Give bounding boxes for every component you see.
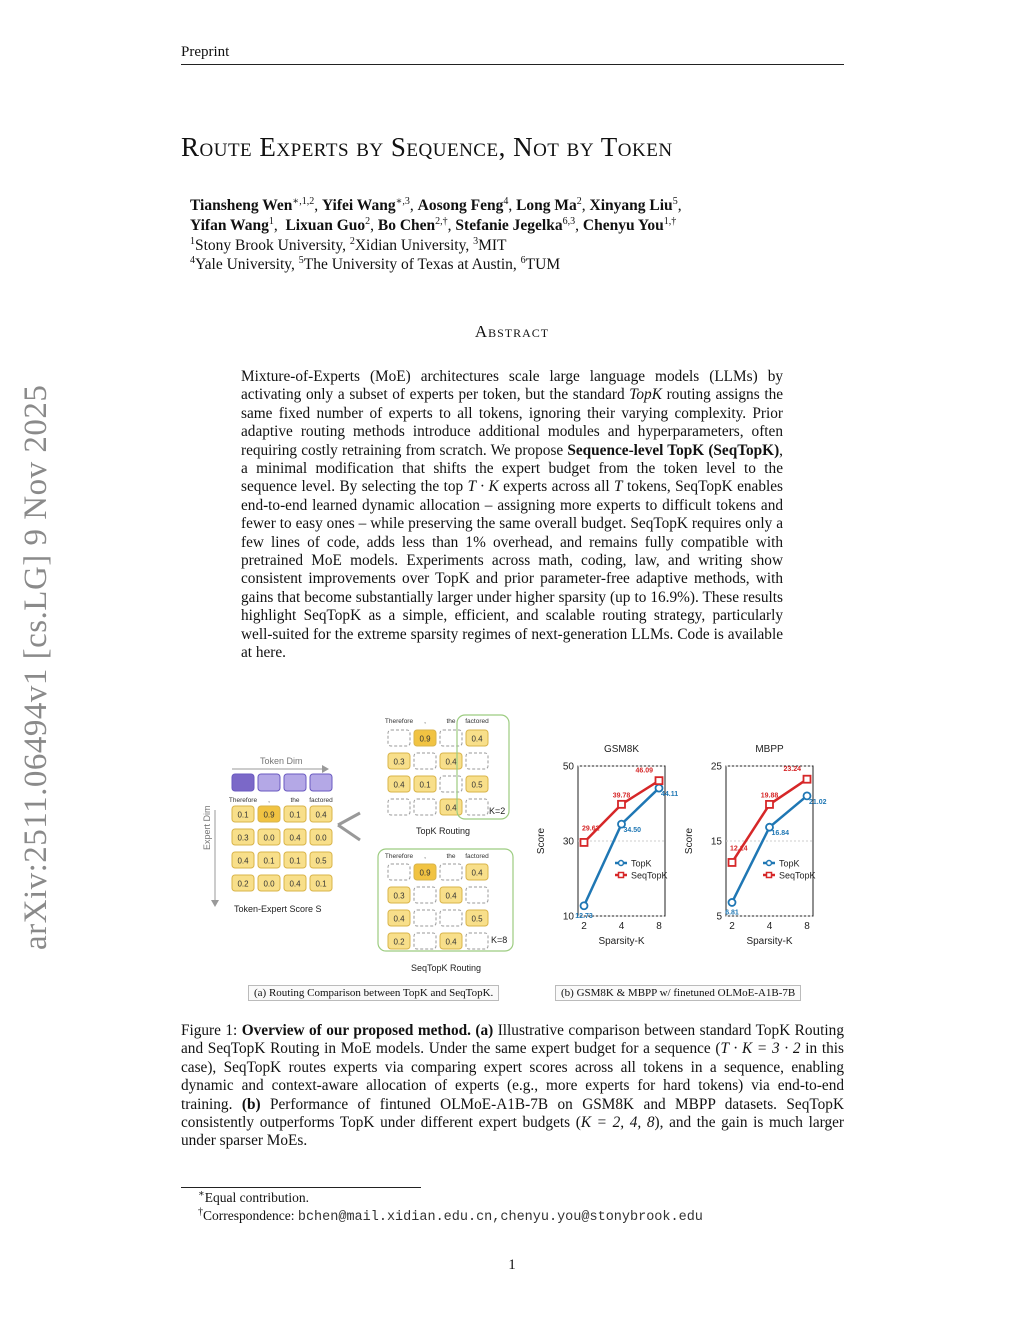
gsm8k-chart <box>530 738 680 988</box>
author-name: Lixuan Guo <box>285 217 366 234</box>
affiliation: TUM <box>525 256 561 273</box>
data-label: 16.84 <box>771 830 790 838</box>
page-number: 1 <box>508 1257 516 1273</box>
chart-title: GSM8K <box>603 744 640 755</box>
abstract-heading: Abstract <box>474 322 550 341</box>
token-block <box>232 774 254 791</box>
author-name: Tiansheng Wen <box>190 197 293 214</box>
author-sup: 2 <box>576 195 582 207</box>
token-label: , <box>424 718 426 725</box>
empty-cell <box>414 799 436 815</box>
empty-cell <box>414 887 436 903</box>
token-label: factored <box>465 853 489 860</box>
seqtopk-routing-label: SeqTopK Routing <box>411 963 482 973</box>
token-label: the <box>290 797 300 804</box>
empty-cell <box>466 753 488 769</box>
data-point-seqtopk <box>804 776 811 783</box>
data-label: 6.81 <box>725 909 739 917</box>
authors-line-2: Yifan Wang$^1$, Lixuan Guo$^2$, Bo Chen$^{2,\dagger}$, Stefanie Jegelka$^{6,3}$, Chenyu You$^{1,\dagger}$ <box>190 215 677 234</box>
abstract-text: Mixture-of-Experts (MoE) architectures scale large language models (LLMs) by activating only a subset of experts per token, but the standard <box>241 368 783 404</box>
footnote-rule <box>181 1187 421 1188</box>
footnote-correspondence <box>198 1208 703 1225</box>
chart-title: MBPP <box>755 744 784 755</box>
legend-label: SeqTopK <box>631 870 668 881</box>
routed-value: 0.4 <box>471 868 483 878</box>
author-name: Xinyang Liu <box>589 197 673 214</box>
author-name: Yifan Wang <box>190 217 269 234</box>
figure-1 <box>200 710 840 1010</box>
routed-value: 0.3 <box>393 891 405 901</box>
aff-sup: 2 <box>349 235 355 247</box>
author-block <box>190 196 840 274</box>
caption-tag: (a) <box>475 1022 494 1039</box>
data-label: 23.24 <box>783 766 801 774</box>
aff-sup: 5 <box>298 254 304 266</box>
footnote-mark: ∗ <box>198 1188 205 1200</box>
routed-value: 0.4 <box>445 937 457 947</box>
email-links[interactable]: bchen@mail.xidian.edu.cn,chenyu.you@stonybrook.edu <box>297 1210 703 1225</box>
author-sup: 1,† <box>663 215 677 227</box>
abstract-math: T <box>614 478 623 496</box>
routed-value: 0.4 <box>445 803 457 813</box>
caption-tag: (b) <box>241 1095 261 1113</box>
token-label: , <box>424 853 426 860</box>
score-value: 0.5 <box>315 856 327 866</box>
token-block <box>310 774 332 791</box>
routed-value: 0.2 <box>393 937 405 947</box>
y-tick-label: 30 <box>562 836 574 848</box>
author-sup: ∗,3 <box>395 195 410 207</box>
aff-sup: 4 <box>190 254 195 266</box>
caption-text: in this case), SeqTopK routes experts via comparing expert scores across all tokens in a sequence, enabling dynamic and context-aware allocation of experts (e.g., more experts for hard tokens) via end-to-end training. <box>181 1040 844 1113</box>
caption-text: Performance of fintuned OLMoE-A1B-7B on GSM8K and MBPP datasets. SeqTopK consistently outperforms TopK under different expert budgets ( <box>181 1095 844 1132</box>
y-tick-label: 10 <box>562 911 574 923</box>
expert-dim-label: Expert Dim <box>202 805 212 850</box>
data-point-seqtopk <box>581 839 588 846</box>
paper-title: Route Experts by Sequence, Not by Token <box>181 132 673 162</box>
y-axis-label: Score <box>684 827 695 855</box>
mbpp-chart <box>678 738 828 988</box>
score-value: 0.1 <box>289 810 301 820</box>
x-tick-label: 4 <box>618 921 625 932</box>
routed-value: 0.1 <box>419 780 431 790</box>
token-label: Therefore <box>228 797 258 804</box>
x-tick-label: 8 <box>804 921 810 932</box>
arxiv-stamp: arXiv:2511.06494v1 [cs.LG] 9 Nov 2025 <box>18 384 54 950</box>
author-sup: ∗,1,2 <box>292 195 315 207</box>
affiliation: Xidian University <box>354 237 466 254</box>
author-sup: 6,3 <box>562 215 576 227</box>
running-header: Preprint <box>181 44 230 60</box>
legend-label: TopK <box>779 858 800 869</box>
empty-cell <box>414 753 436 769</box>
author-name: Yifei Wang <box>321 197 396 214</box>
empty-cell <box>388 799 410 815</box>
empty-cell <box>466 933 488 949</box>
y-tick-label: 25 <box>710 761 722 773</box>
data-label: 44.11 <box>661 791 679 799</box>
y-tick-label: 5 <box>716 911 722 923</box>
routed-value: 0.9 <box>419 734 431 744</box>
subcaption-a: (a) Routing Comparison between TopK and SeqTopK. <box>248 985 499 1001</box>
author-name: Stefanie Jegelka <box>455 217 563 234</box>
token-block <box>258 774 280 791</box>
author-name: Aosong Feng <box>417 197 504 214</box>
x-tick-label: 4 <box>766 921 773 932</box>
abstract-bold: Sequence-level TopK (SeqTopK) <box>567 441 780 459</box>
abstract-text: tokens, SeqTopK enables end-to-end learned dynamic allocation – assigning more experts to difficult tokens and fewer to easy ones – while preserving the same overall budget. SeqTopK requires only a few lines of code, adds less than 1% overhead, and remains fully compatible with pretrained MoE models. Experiments across math, coding, law, and writing show consistent improvements over TopK and prior parameter-free adaptive methods, with gains that become substantially larger under higher sparsity (up to 16.9%). These results highlight SeqTopK as a simple, efficient, and scalable routing strategy, particularly well-suited for the extreme sparsity regimes of next-generation LLMs. Code is available at here. <box>241 478 783 662</box>
score-label: Token-Expert Score S <box>234 904 322 914</box>
footnote-text: Equal contribution. <box>204 1190 310 1205</box>
aff-sup: 1 <box>190 235 195 247</box>
routed-value: 0.4 <box>393 780 405 790</box>
empty-cell <box>414 910 436 926</box>
routed-value: 0.4 <box>445 891 457 901</box>
empty-cell <box>414 933 436 949</box>
empty-cell <box>466 799 488 815</box>
footnote-mark: † <box>198 1206 203 1218</box>
author-sup: 4 <box>503 195 509 207</box>
data-label: 12.73 <box>575 912 593 920</box>
x-axis-label: Sparsity-K <box>598 936 645 947</box>
score-value: 0.4 <box>237 856 249 866</box>
affiliations-line-2: $^4$Yale University, $^5$The University of Texas at Austin, $^6$TUM <box>190 254 561 273</box>
aff-sup: 6 <box>520 254 526 266</box>
affiliation: Stony Brook University <box>195 237 343 254</box>
author-name: Chenyu You <box>582 217 664 234</box>
y-axis-label: Score <box>536 827 547 855</box>
empty-cell <box>440 730 462 746</box>
data-label: 34.50 <box>623 827 642 835</box>
author-sup: 5 <box>672 195 678 207</box>
abstract-text: routing assigns the same fixed number of experts to all tokens, ignoring their varying complexity. Prior adaptive routing methods introduce additional modules and hyperparameters, often requiring costly retraining from scratch. We propose <box>241 386 784 459</box>
legend-marker <box>767 861 772 866</box>
header-rule <box>181 64 844 65</box>
seqtopk-k-label: K=8 <box>491 935 508 945</box>
token-block <box>284 774 306 791</box>
x-tick-label: 2 <box>581 921 587 932</box>
author-name: Long Ma <box>516 197 577 214</box>
caption-text: ), and the gain is much larger under sparser MoEs. <box>181 1114 844 1150</box>
data-label: 21.02 <box>809 798 827 806</box>
footnote-text: Correspondence: <box>203 1208 298 1223</box>
legend-label: SeqTopK <box>779 870 816 881</box>
author-sup: 2,† <box>435 215 448 227</box>
score-value: 0.2 <box>237 879 249 889</box>
abstract-text: experts across all <box>498 478 615 496</box>
routed-value: 0.5 <box>471 780 483 790</box>
caption-math: K = 2, 4, 8 <box>580 1114 655 1132</box>
topk-routing-label: TopK Routing <box>416 826 471 836</box>
empty-cell <box>466 887 488 903</box>
data-point-topk <box>729 899 736 906</box>
empty-cell <box>440 910 462 926</box>
score-value: 0.4 <box>315 810 327 820</box>
caption-text: Illustrative comparison between standard TopK Routing and SeqTopK Routing in MoE models. Under the same expert budget for a sequence ( <box>181 1022 844 1058</box>
routed-value: 0.4 <box>393 914 405 924</box>
routed-value: 0.5 <box>471 914 483 924</box>
data-point-topk <box>581 902 588 909</box>
empty-cell <box>440 776 462 792</box>
empty-cell <box>388 864 410 880</box>
data-label: 39.78 <box>612 792 631 800</box>
score-value: 0.1 <box>263 856 275 866</box>
abstract-em: TopK <box>629 386 662 404</box>
empty-cell <box>440 864 462 880</box>
authors-line-1: Tiansheng Wen$^{∗,1,2}$, Yifei Wang$^{∗,3}$, Aosong Feng$^4$, Long Ma$^2$, Xinyang Liu$^5$, <box>190 195 682 214</box>
token-label: factored <box>465 718 489 725</box>
affiliation: Yale University <box>195 256 292 273</box>
x-axis-label: Sparsity-K <box>746 936 793 947</box>
x-tick-label: 8 <box>656 921 662 932</box>
caption-math: T · K = 3 · 2 <box>720 1040 801 1058</box>
score-value: 0.0 <box>263 833 275 843</box>
score-value: 0.4 <box>289 833 301 843</box>
figure-caption <box>181 1022 844 1151</box>
token-label: factored <box>309 797 333 804</box>
x-tick-label: 2 <box>729 921 735 932</box>
score-value: 0.4 <box>289 879 301 889</box>
y-tick-label: 15 <box>710 836 722 848</box>
token-dim-label: Token Dim <box>260 756 303 766</box>
footnote-equal <box>198 1190 309 1206</box>
routed-value: 0.4 <box>471 734 483 744</box>
score-value: 0.1 <box>237 810 249 820</box>
branch-arrow <box>338 813 360 840</box>
token-label: Therefore <box>384 853 414 860</box>
token-label: Therefore <box>384 718 414 725</box>
empty-cell <box>388 730 410 746</box>
aff-sup: 3 <box>473 235 479 247</box>
score-value: 0.9 <box>263 810 275 820</box>
score-value: 0.0 <box>315 833 327 843</box>
legend-marker <box>619 873 624 878</box>
score-value: 0.1 <box>289 856 301 866</box>
author-sup: 1 <box>268 215 274 227</box>
score-value: 0.0 <box>263 879 275 889</box>
routing-diagram <box>200 710 530 980</box>
score-value: 0.1 <box>315 879 327 889</box>
affiliations-line-1: $^1$Stony Brook University, $^2$Xidian University, $^3$MIT <box>190 235 507 254</box>
subcaption-b: (b) GSM8K & MBPP w/ finetuned OLMoE-A1B-7B <box>555 985 801 1001</box>
author-name: Bo Chen <box>377 217 436 234</box>
author-sup: 2 <box>365 215 371 227</box>
data-point-seqtopk <box>618 801 625 808</box>
token-label: , <box>268 797 270 804</box>
legend-marker <box>619 861 624 866</box>
data-label: 19.88 <box>760 792 779 800</box>
token-label: the <box>446 853 456 860</box>
data-point-seqtopk <box>656 777 663 784</box>
abstract-text: , a minimal modification that shifts the expert budget from the token level to the sequence level. By selecting the top <box>241 441 783 496</box>
routed-value: 0.9 <box>419 868 431 878</box>
abstract-body <box>241 368 783 663</box>
affiliation: The University of Texas at Austin <box>303 256 513 273</box>
topk-k-label: K=2 <box>489 806 506 816</box>
data-point-seqtopk <box>729 859 736 866</box>
affiliation: MIT <box>478 237 507 254</box>
routed-value: 0.4 <box>445 757 457 767</box>
routed-value: 0.3 <box>393 757 405 767</box>
y-tick-label: 50 <box>562 761 574 773</box>
caption-title: Overview of our proposed method. <box>241 1022 471 1039</box>
data-label: 29.62 <box>582 825 600 833</box>
score-value: 0.3 <box>237 833 249 843</box>
data-label: 46.09 <box>635 767 653 775</box>
legend-label: TopK <box>631 858 652 869</box>
token-label: the <box>446 718 456 725</box>
data-label: 12.14 <box>730 845 748 853</box>
data-point-seqtopk <box>766 801 773 808</box>
legend-marker <box>767 873 772 878</box>
abstract-math: T · K <box>467 478 499 496</box>
caption-label: Figure 1: <box>181 1022 238 1039</box>
